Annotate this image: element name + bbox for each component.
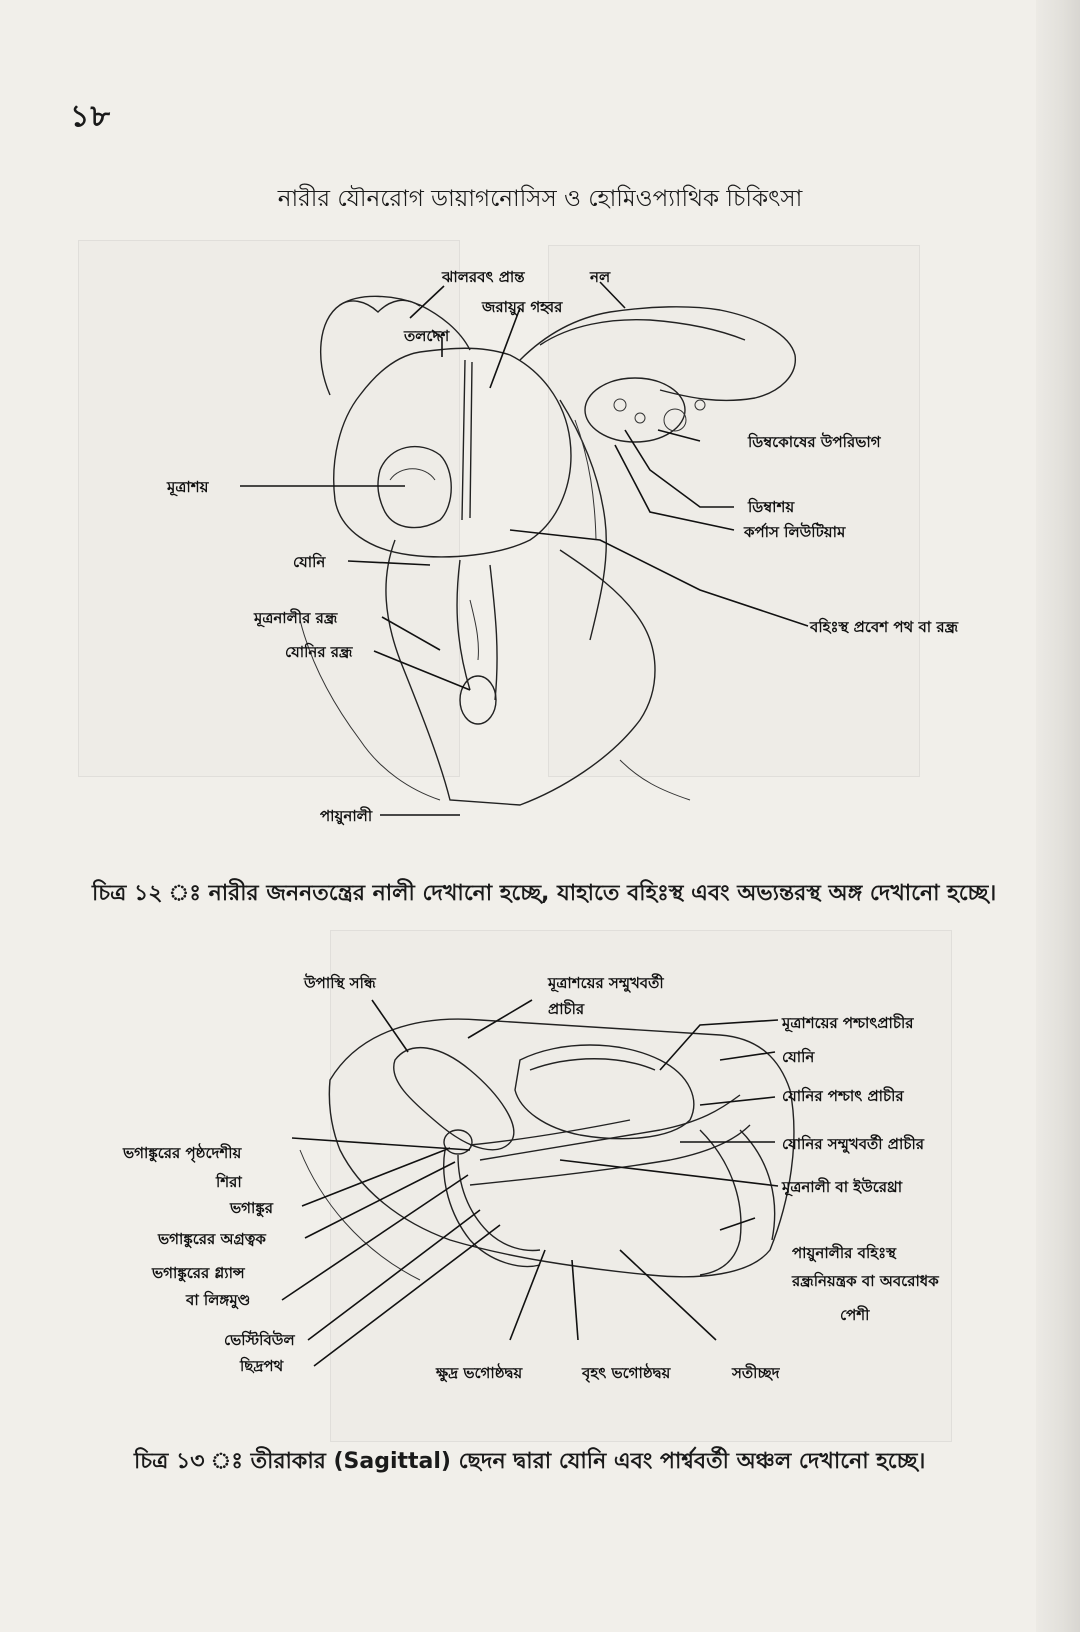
label-vagina-posterior: যোনির পশ্চাৎ প্রাচীর bbox=[782, 1087, 904, 1105]
label-clitoris-dorsal-vein-1: ভগাঙ্কুরের পৃষ্ঠদেশীয় bbox=[123, 1144, 242, 1162]
sagittal-section-illustration bbox=[300, 1019, 794, 1280]
figure-12-labels bbox=[166, 268, 959, 825]
figure-12-caption: চিত্র ১২ ঃ নারীর জননতন্ত্রের নালী দেখানো হচ্ছে, যাহাতে বহিঃস্থ এবং অভ্যন্তরস্থ অঙ্গ দেখানো হচ্ছে। bbox=[92, 881, 997, 906]
label-ovary: ডিম্বাশয় bbox=[748, 498, 795, 516]
label-clitoris-dorsal-vein-2: শিরা bbox=[216, 1173, 242, 1191]
label-bladder-posterior: মূত্রাশয়ের পশ্চাৎপ্রাচীর bbox=[782, 1014, 914, 1032]
label-vestibule: ভেস্টিবিউল bbox=[224, 1331, 295, 1349]
label-fimbriated-end: ঝালরবৎ প্রান্ত bbox=[442, 268, 525, 286]
label-tube: নল bbox=[590, 268, 611, 286]
label-bladder-anterior-1: মূত্রাশয়ের সম্মুখবর্তী bbox=[548, 974, 664, 992]
label-corpus-luteum: কর্পাস লিউটিয়াম bbox=[744, 523, 846, 541]
label-labia-majora: বৃহৎ ভগোষ্ঠদ্বয় bbox=[582, 1364, 671, 1382]
label-urethra: মূত্রনালী বা ইউরেথ্রা bbox=[782, 1178, 903, 1196]
label-external-opening: বহিঃস্থ প্রবেশ পথ বা রন্ধ্র bbox=[810, 618, 959, 636]
label-uterine-cavity: জরায়ুর গহ্বর bbox=[482, 298, 563, 316]
label-vaginal-orifice: যোনির রন্ধ্র bbox=[285, 643, 353, 661]
figure-13-caption: চিত্র ১৩ ঃ তীরাকার (Sagittal) ছেদন দ্বারা যোনি এবং পার্শ্ববর্তী অঞ্চল দেখানো হচ্ছে। bbox=[134, 1449, 926, 1474]
label-vagina: যোনি bbox=[293, 553, 326, 571]
label-hymen: সতীচ্ছদ bbox=[732, 1364, 780, 1382]
label-fundus: তলদেশ bbox=[404, 327, 450, 345]
label-prepuce: ভগাঙ্কুরের অগ্রত্বক bbox=[158, 1230, 266, 1248]
label-bladder: মূত্রাশয় bbox=[167, 478, 209, 496]
label-clitoris: ভগাঙ্কুর bbox=[230, 1199, 273, 1217]
label-anal-sphincter-1: পায়ুনালীর বহিঃস্থ bbox=[792, 1244, 897, 1262]
reproductive-tract-illustration bbox=[300, 296, 795, 805]
label-labia-minora: ক্ষুদ্র ভগোষ্ঠদ্বয় bbox=[436, 1364, 523, 1382]
figure-12-diagram bbox=[0, 240, 1080, 850]
label-ovary-surface: ডিম্বকোষের উপরিভাগ bbox=[748, 433, 881, 451]
label-vagina-anterior: যোনির সম্মুখবর্তী প্রাচীর bbox=[782, 1135, 924, 1153]
figure-13-diagram bbox=[0, 960, 1080, 1382]
label-glans-1: ভগাঙ্কুরের গ্ল্যান্স bbox=[152, 1264, 245, 1282]
label-anal-sphincter-2: রন্ধ্রনিয়ন্ত্রক বা অবরোধক bbox=[792, 1272, 939, 1290]
label-anus: পায়ুনালী bbox=[320, 807, 373, 825]
label-vagina-13: যোনি bbox=[782, 1048, 815, 1066]
page-number: ১৮ bbox=[70, 99, 111, 134]
label-glans-2: বা লিঙ্গমুণ্ড bbox=[186, 1291, 251, 1309]
label-orifice: ছিদ্রপথ bbox=[240, 1357, 284, 1375]
label-urethral-orifice: মূত্রনালীর রন্ধ্র bbox=[254, 609, 338, 627]
running-header: নারীর যৌনরোগ ডায়াগনোসিস ও হোমিওপ্যাথিক চিকিৎসা bbox=[277, 186, 803, 212]
label-pubic-symphysis: উপাস্থি সন্ধি bbox=[304, 974, 376, 992]
label-bladder-anterior-2: প্রাচীর bbox=[548, 1000, 585, 1018]
figure-12-leaders bbox=[240, 282, 808, 815]
label-anal-sphincter-3: পেশী bbox=[840, 1306, 870, 1324]
